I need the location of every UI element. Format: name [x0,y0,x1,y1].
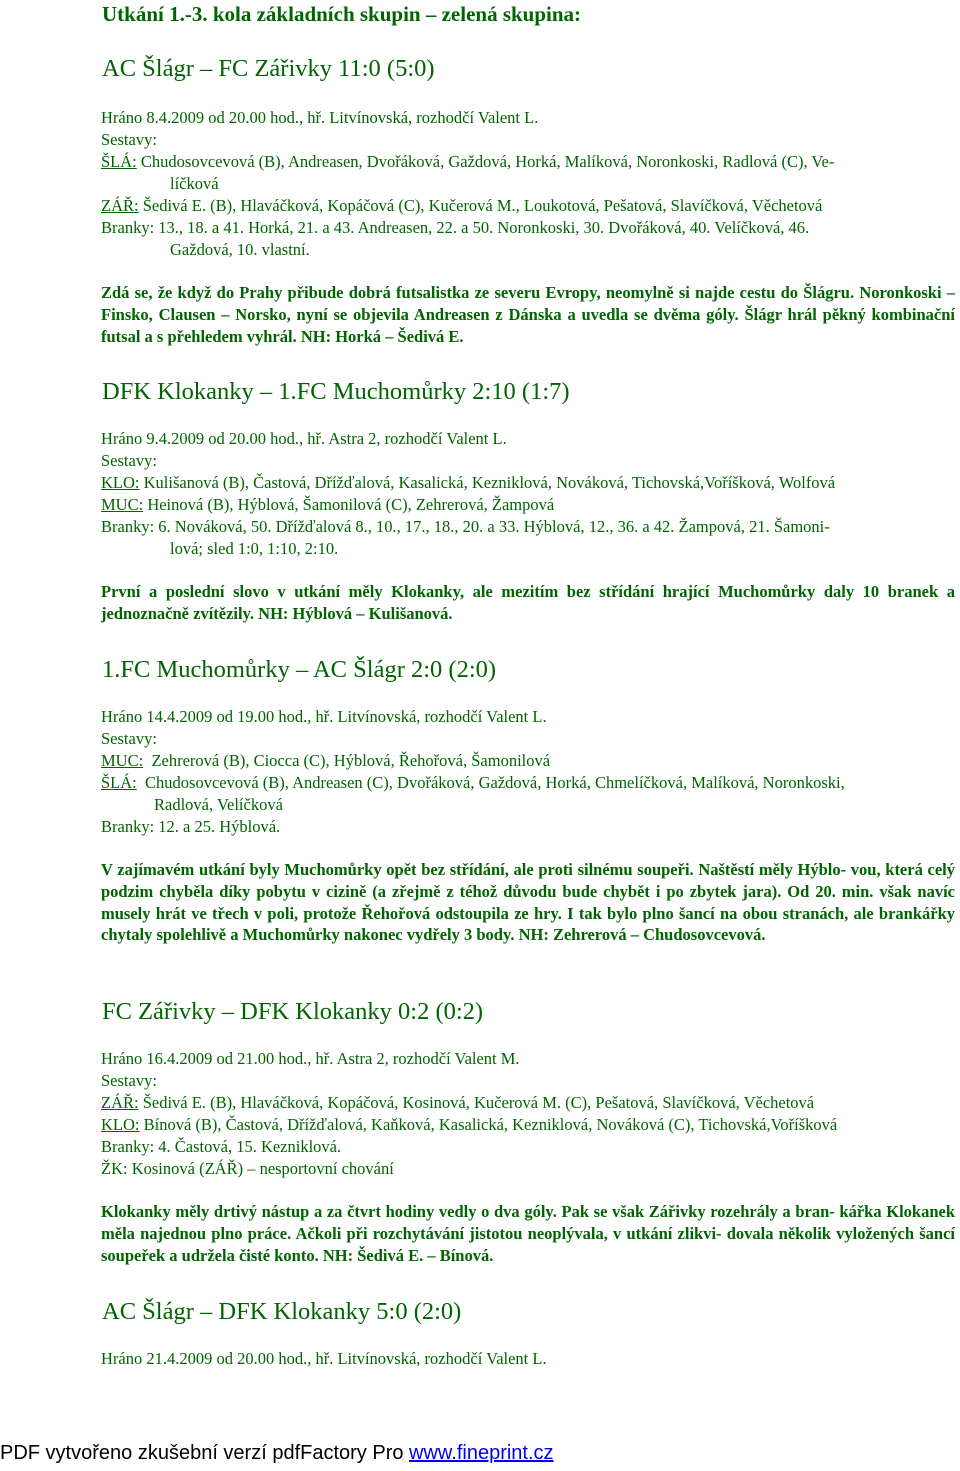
match-1-team-2-lineup [101,195,822,217]
team-players: Bínová (B), Častová, Dřížďalová, Kaňková, Kasalická, Kezniklová, Nováková (C), Tichovská,Voříšková [143,1115,838,1134]
report-line: vou, která celý podzim chyběla díky pobytu v cizině (a zřejmě z téhož důvodu bude chybět i po zbytek [101,860,955,901]
match-1-info: Hráno 8.4.2009 od 20.00 hod., hř. Litvínovská, rozhodčí Valent L. [101,108,539,127]
footer-link[interactable]: www.fineprint.cz [409,1442,554,1464]
match-2-lineups-label: Sestavy: [101,451,157,470]
match-2-goals-cont: lová; sled 1:0, 1:10, 2:10. [170,539,339,558]
match-4-team-2-lineup [101,1114,837,1136]
team-players: Chudosovcevová (B), Andreasen, Dvořáková, Gaždová, Horká, Malíková, Noronkoski, Radlová (C), Ve- [140,152,835,171]
team-code: ŠLÁ: [101,152,137,171]
match-3-team-1-lineup [101,750,550,772]
report-line: Noronkoski – Finsko, Clausen – Norsko, nyní se objevila Andreasen z Dánska a uvedla se dvěma góly. [101,283,956,324]
match-1-team-1-lineup [101,151,834,173]
team-code: KLO: [101,1115,140,1134]
team-code: ZÁŘ: [101,1093,139,1112]
match-5-title: AC Šlágr – DFK Klokanky 5:0 (2:0) [102,1298,462,1325]
team-players: Šedivá E. (B), Hlaváčková, Kopáčová (C), Kučerová M., Loukotová, Pešatová, Slavíčková, Věchetová [142,196,823,215]
report-line: První a poslední slovo v utkání měly Klokanky, ale mezitím bez střídání hrající Muchomůrky daly 10 [101,582,880,601]
report-line: NH: Zehrerová – Chudosovcevová. [518,925,766,945]
report-line: dovala několik vyložených šancí soupeřek a udržela čisté konto. NH: Šedivá E. – Bínová. [101,1223,955,1265]
match-4-team-1-lineup [101,1092,814,1114]
footer-text: PDF vytvořeno zkušební verzí pdfFactory Pro [0,1442,410,1464]
match-3-report [101,859,955,946]
match-2-team-1-lineup [101,472,835,494]
team-code: MUC: [101,495,144,514]
match-4-info: Hráno 16.4.2009 od 21.00 hod., hř. Astra 2, rozhodčí Valent M. [101,1049,520,1068]
match-1-goals: Branky: 13., 18. a 41. Horká, 21. a 43. Andreasen, 22. a 50. Noronkoski, 30. Dvořáková, 40. Velíčková, 46. [101,218,810,237]
match-3-lineups-label: Sestavy: [101,729,157,748]
team-players: Zehrerová (B), Ciocca (C), Hýblová, Řehořová, Šamonilová [151,751,551,770]
report-line: Klokanky měly drtivý nástup a za čtvrt hodiny vedly o dva góly. Pak se však Zářivky rozehrály a bran- [101,1202,835,1221]
report-line: Šlágr hrál pěkný kombinační futsal a s přehledem vyhrál. NH: Horká – Šedivá E. [101,304,955,346]
team-code: ZÁŘ: [101,196,139,215]
match-3-team-2-lineup [101,772,845,794]
match-2-report [101,581,955,625]
report-line: plno šancí na obou stranách, ale brankářky chytaly spolehlivě a Muchomůrky nakonec vydřely 3 body. [101,903,956,945]
match-4-yellow-card: ŽK: Kosinová (ZÁŘ) – nesportovní chování [101,1159,394,1178]
match-4-title: FC Zářivky – DFK Klokanky 0:2 (0:2) [102,998,484,1025]
match-5-info: Hráno 21.4.2009 od 20.00 hod., hř. Litvínovská, rozhodčí Valent L. [101,1349,547,1368]
match-1-goals-cont: Gaždová, 10. vlastní. [170,240,310,259]
match-4-lineups-label: Sestavy: [101,1071,157,1090]
match-3-info: Hráno 14.4.2009 od 19.00 hod., hř. Litvínovská, rozhodčí Valent L. [101,707,547,726]
match-4-goals: Branky: 4. Častová, 15. Kezniklová. [101,1137,342,1156]
team-players: Kulišanová (B), Častová, Dřížďalová, Kasalická, Kezniklová, Nováková, Tichovská,Voříšková, Wolfová [143,473,836,492]
team-code: MUC: [101,751,144,770]
team-players: Šedivá E. (B), Hlaváčková, Kopáčová, Kosinová, Kučerová M. (C), Pešatová, Slavíčková, Věchetová [142,1093,815,1112]
match-1-team-1-lineup-cont: líčková [170,174,219,193]
match-3-team-2-lineup-cont: Radlová, Velíčková [154,795,283,814]
document-heading: Utkání 1.-3. kola základních skupin – zelená skupina: [102,2,582,26]
team-players: Heinová (B), Hýblová, Šamonilová (C), Zehrerová, Žampová [147,495,555,514]
report-line: kářka Klokanek měla najednou plno práce. Ačkoli při rozchytávání jistotou neoplývala, v utkání zlikvi- [101,1202,956,1243]
match-1-title: AC Šlágr – FC Zářivky 11:0 (5:0) [102,55,435,82]
report-line: branek a jednoznačně zvítězily. NH: Hýblová – Kulišanová. [101,582,955,623]
report-line: V zajímavém utkání byly Muchomůrky opět bez střídání, ale proti silnému soupeři. Naštěstí měly Hýblo- [101,860,847,879]
team-code: ŠLÁ: [101,773,137,792]
match-2-info: Hráno 9.4.2009 od 20.00 hod., hř. Astra 2, rozhodčí Valent L. [101,429,507,448]
match-2-team-2-lineup [101,494,554,516]
team-code: KLO: [101,473,140,492]
team-players: Chudosovcevová (B), Andreasen (C), Dvořáková, Gaždová, Horká, Chmelíčková, Malíková, Noronkoski, [145,773,845,792]
report-line: Zdá se, že když do Prahy přibude dobrá futsalistka ze severu Evropy, neomylně si najde cestu do Šlágru. [101,283,855,302]
match-1-report [101,282,955,347]
match-4-report [101,1201,955,1266]
match-3-title: 1.FC Muchomůrky – AC Šlágr 2:0 (2:0) [102,656,497,683]
match-2-goals: Branky: 6. Nováková, 50. Dřížďalová 8., 10., 17., 18., 20. a 33. Hýblová, 12., 36. a 42. Žampová, 21. Šamoni- [101,517,830,536]
report-line: jara). Od 20. min. však navíc musely hrát ve třech v poli, protože Řehořová odstoupila ze hry. I tak bylo [101,881,955,923]
match-3-goals: Branky: 12. a 25. Hýblová. [101,817,281,836]
pdf-footer [0,1442,554,1465]
match-2-title: DFK Klokanky – 1.FC Muchomůrky 2:10 (1:7) [102,378,570,405]
match-1-lineups-label: Sestavy: [101,130,157,149]
